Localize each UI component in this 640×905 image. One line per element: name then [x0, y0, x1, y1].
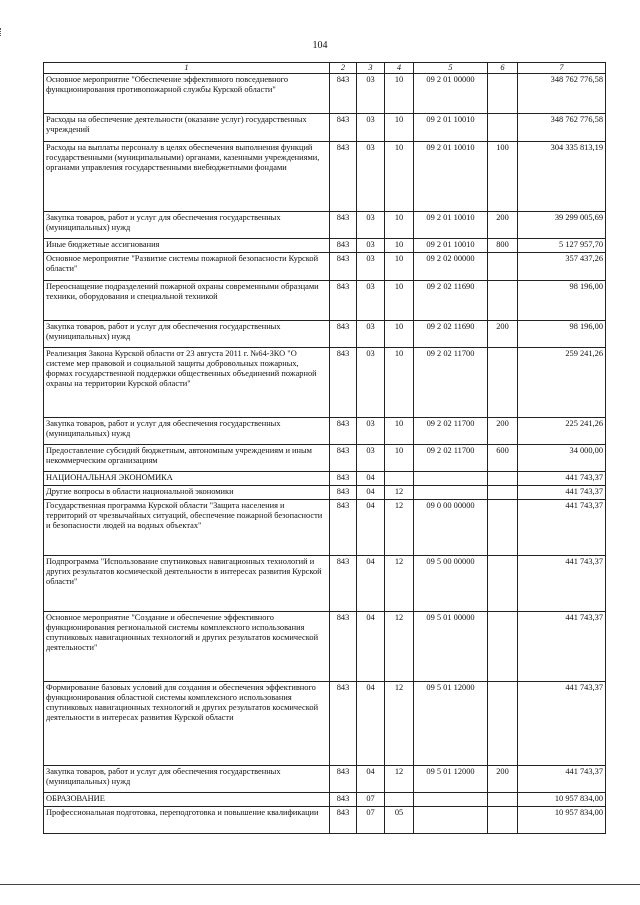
table-row	[44, 499, 606, 555]
cell-ministry: 843	[330, 320, 357, 347]
cell-subsection: 10	[385, 444, 414, 471]
table-row	[44, 280, 606, 320]
cell-subsection: 10	[385, 141, 414, 211]
cell-name: Другие вопросы в области национальной экономики	[44, 485, 330, 499]
cell-expense-type	[488, 347, 518, 417]
cell-target: 09 5 01 00000	[414, 611, 488, 681]
table-row	[44, 417, 606, 444]
cell-expense-type	[488, 555, 518, 611]
cell-ministry: 843	[330, 252, 357, 280]
cell-target: 09 2 02 11700	[414, 347, 488, 417]
cell-amount: 441 743,37	[518, 499, 606, 555]
cell-amount: 348 762 776,58	[518, 73, 606, 113]
cell-amount: 39 299 005,69	[518, 211, 606, 238]
cell-target: 09 2 02 00000	[414, 252, 488, 280]
cell-name: Расходы на обеспечение деятельности (оказание услуг) государственных учреждений	[44, 113, 330, 141]
cell-subsection: 10	[385, 417, 414, 444]
cell-section: 03	[357, 347, 385, 417]
table-row	[44, 211, 606, 238]
cell-ministry: 843	[330, 765, 357, 792]
cell-section: 04	[357, 681, 385, 765]
cell-amount: 259 241,26	[518, 347, 606, 417]
header-row	[44, 63, 606, 74]
col-header: 5	[414, 63, 488, 74]
cell-name: Основное мероприятие "Обеспечение эффективного повседневного функционирования противопожарной службы Курской области"	[44, 73, 330, 113]
cell-name: Государственная программа Курской области "Защита населения и территорий от чрезвычайных ситуаций, обеспечение пожарной безопасности и безопасности людей на водных объектах"	[44, 499, 330, 555]
cell-name: Профессиональная подготовка, переподготовка и повышение квалификации	[44, 806, 330, 833]
cell-name: Переоснащение подразделений пожарной охраны современными образцами техники, оборудования и специальной техникой	[44, 280, 330, 320]
cell-expense-type	[488, 499, 518, 555]
cell-name: Формирование базовых условий для создания и обеспечения эффективного функционирования областной системы комплексного использования спутниковых навигационных технологий и других результатов космической деятельности в интересах развития Курской области	[44, 681, 330, 765]
cell-name: Подпрограмма "Использование спутниковых навигационных технологий и других результатов космической деятельности в интересах развития Курской области"	[44, 555, 330, 611]
cell-ministry: 843	[330, 444, 357, 471]
cell-subsection: 05	[385, 806, 414, 833]
cell-target: 09 2 02 11700	[414, 444, 488, 471]
table-row	[44, 320, 606, 347]
cell-subsection: 10	[385, 73, 414, 113]
cell-amount: 441 743,37	[518, 471, 606, 485]
cell-target: 09 2 01 00000	[414, 73, 488, 113]
cell-target: 09 2 02 11690	[414, 320, 488, 347]
cell-target: 09 0 00 00000	[414, 499, 488, 555]
cell-section: 04	[357, 765, 385, 792]
cell-expense-type: 200	[488, 320, 518, 347]
cell-subsection: 10	[385, 238, 414, 252]
cell-section: 03	[357, 444, 385, 471]
cell-name: Закупка товаров, работ и услуг для обеспечения государственных (муниципальных) нужд	[44, 417, 330, 444]
cell-ministry: 843	[330, 681, 357, 765]
cell-ministry: 843	[330, 792, 357, 806]
cell-ministry: 843	[330, 555, 357, 611]
table-row	[44, 611, 606, 681]
table-row	[44, 792, 606, 806]
cell-name: Иные бюджетные ассигнования	[44, 238, 330, 252]
cell-target: 09 5 00 00000	[414, 555, 488, 611]
cell-subsection: 10	[385, 280, 414, 320]
table-row	[44, 141, 606, 211]
cell-target	[414, 485, 488, 499]
cell-amount: 5 127 957,70	[518, 238, 606, 252]
cell-amount: 34 000,00	[518, 444, 606, 471]
cell-amount: 441 743,37	[518, 765, 606, 792]
cell-subsection	[385, 471, 414, 485]
cell-subsection: 12	[385, 499, 414, 555]
cell-name: Основное мероприятие "Развитие системы пожарной безопасности Курской области"	[44, 252, 330, 280]
cell-name: Реализация Закона Курской области от 23 августа 2011 г. №64-ЗКО "О системе мер правовой и социальной защиты добровольных пожарных, формах государственной поддержки общественных объединений пожарной охраны на территории Курской области"	[44, 347, 330, 417]
cell-amount: 10 957 834,00	[518, 792, 606, 806]
bottom-rule	[0, 884, 640, 885]
table-row	[44, 444, 606, 471]
cell-section: 07	[357, 792, 385, 806]
cell-expense-type	[488, 485, 518, 499]
cell-amount: 348 762 776,58	[518, 113, 606, 141]
cell-name: Расходы на выплаты персоналу в целях обеспечения выполнения функций государственными (муниципальными) органами, казенными учреждениями, органами управления государственными внебюджетными фондами	[44, 141, 330, 211]
cell-expense-type	[488, 792, 518, 806]
col-header: 4	[385, 63, 414, 74]
cell-ministry: 843	[330, 611, 357, 681]
col-header: 6	[488, 63, 518, 74]
cell-amount: 304 335 813,19	[518, 141, 606, 211]
page-number: 104	[312, 40, 328, 51]
cell-target	[414, 471, 488, 485]
cell-target: 09 5 01 12000	[414, 681, 488, 765]
table-row	[44, 555, 606, 611]
budget-table	[43, 62, 606, 834]
cell-ministry: 843	[330, 73, 357, 113]
table-row	[44, 252, 606, 280]
cell-subsection: 12	[385, 555, 414, 611]
table-row	[44, 347, 606, 417]
cell-subsection: 12	[385, 681, 414, 765]
table-row	[44, 238, 606, 252]
cell-expense-type	[488, 681, 518, 765]
table-row	[44, 113, 606, 141]
cell-section: 03	[357, 417, 385, 444]
cell-subsection: 12	[385, 765, 414, 792]
cell-ministry: 843	[330, 141, 357, 211]
cell-expense-type: 200	[488, 417, 518, 444]
cell-ministry: 843	[330, 238, 357, 252]
cell-section: 04	[357, 471, 385, 485]
cell-section: 03	[357, 141, 385, 211]
cell-expense-type: 600	[488, 444, 518, 471]
cell-target: 09 2 02 11700	[414, 417, 488, 444]
cell-subsection: 12	[385, 485, 414, 499]
cell-expense-type	[488, 113, 518, 141]
table-row	[44, 765, 606, 792]
cell-name: Закупка товаров, работ и услуг для обеспечения государственных (муниципальных) нужд	[44, 320, 330, 347]
cell-amount: 441 743,37	[518, 555, 606, 611]
cell-ministry: 843	[330, 211, 357, 238]
table-row	[44, 485, 606, 499]
cell-ministry: 843	[330, 280, 357, 320]
cell-name: ОБРАЗОВАНИЕ	[44, 792, 330, 806]
cell-ministry: 843	[330, 347, 357, 417]
cell-subsection: 12	[385, 611, 414, 681]
cell-expense-type: 200	[488, 765, 518, 792]
cell-amount: 98 196,00	[518, 280, 606, 320]
cell-expense-type	[488, 806, 518, 833]
cell-subsection	[385, 792, 414, 806]
cell-ministry: 843	[330, 485, 357, 499]
cell-target	[414, 792, 488, 806]
cell-amount: 441 743,37	[518, 485, 606, 499]
cell-ministry: 843	[330, 471, 357, 485]
cell-expense-type	[488, 73, 518, 113]
cell-amount: 225 241,26	[518, 417, 606, 444]
cell-target	[414, 806, 488, 833]
table-row	[44, 471, 606, 485]
cell-subsection: 10	[385, 347, 414, 417]
cell-section: 03	[357, 252, 385, 280]
cell-amount: 441 743,37	[518, 611, 606, 681]
col-header: 7	[518, 63, 606, 74]
cell-target: 09 5 01 12000	[414, 765, 488, 792]
cell-expense-type: 100	[488, 141, 518, 211]
cell-ministry: 843	[330, 417, 357, 444]
cell-expense-type: 800	[488, 238, 518, 252]
cell-section: 04	[357, 499, 385, 555]
cell-section: 04	[357, 611, 385, 681]
cell-section: 03	[357, 280, 385, 320]
cell-section: 07	[357, 806, 385, 833]
cell-name: Закупка товаров, работ и услуг для обеспечения государственных (муниципальных) нужд	[44, 765, 330, 792]
col-header: 2	[330, 63, 357, 74]
cell-ministry: 843	[330, 499, 357, 555]
cell-target: 09 2 02 11690	[414, 280, 488, 320]
cell-section: 03	[357, 238, 385, 252]
cell-section: 03	[357, 113, 385, 141]
cell-ministry: 843	[330, 113, 357, 141]
cell-name: Основное мероприятие "Создание и обеспечение эффективного функционирования региональной системы комплексного использования спутниковых навигационных технологий и других результатов космической деятельности"	[44, 611, 330, 681]
cell-target: 09 2 01 10010	[414, 141, 488, 211]
cell-name: Закупка товаров, работ и услуг для обеспечения государственных (муниципальных) нужд	[44, 211, 330, 238]
cell-section: 03	[357, 211, 385, 238]
table-row	[44, 806, 606, 833]
table-row	[44, 681, 606, 765]
cell-expense-type	[488, 611, 518, 681]
cell-section: 04	[357, 485, 385, 499]
cell-name: Предоставление субсидий бюджетным, автономным учреждениям и иным некоммерческим организациям	[44, 444, 330, 471]
cell-expense-type: 200	[488, 211, 518, 238]
cell-ministry: 843	[330, 806, 357, 833]
col-header: 3	[357, 63, 385, 74]
cell-section: 03	[357, 73, 385, 113]
col-header: 1	[44, 63, 330, 74]
cell-amount: 441 743,37	[518, 681, 606, 765]
cell-target: 09 2 01 10010	[414, 113, 488, 141]
edge-mark	[0, 28, 3, 36]
cell-section: 04	[357, 555, 385, 611]
cell-subsection: 10	[385, 320, 414, 347]
cell-target: 09 2 01 10010	[414, 211, 488, 238]
cell-subsection: 10	[385, 252, 414, 280]
cell-expense-type	[488, 280, 518, 320]
cell-subsection: 10	[385, 113, 414, 141]
cell-expense-type	[488, 471, 518, 485]
cell-amount: 98 196,00	[518, 320, 606, 347]
cell-expense-type	[488, 252, 518, 280]
table-row	[44, 73, 606, 113]
cell-name: НАЦИОНАЛЬНАЯ ЭКОНОМИКА	[44, 471, 330, 485]
cell-amount: 357 437,26	[518, 252, 606, 280]
cell-section: 03	[357, 320, 385, 347]
cell-amount: 10 957 834,00	[518, 806, 606, 833]
cell-target: 09 2 01 10010	[414, 238, 488, 252]
cell-subsection: 10	[385, 211, 414, 238]
